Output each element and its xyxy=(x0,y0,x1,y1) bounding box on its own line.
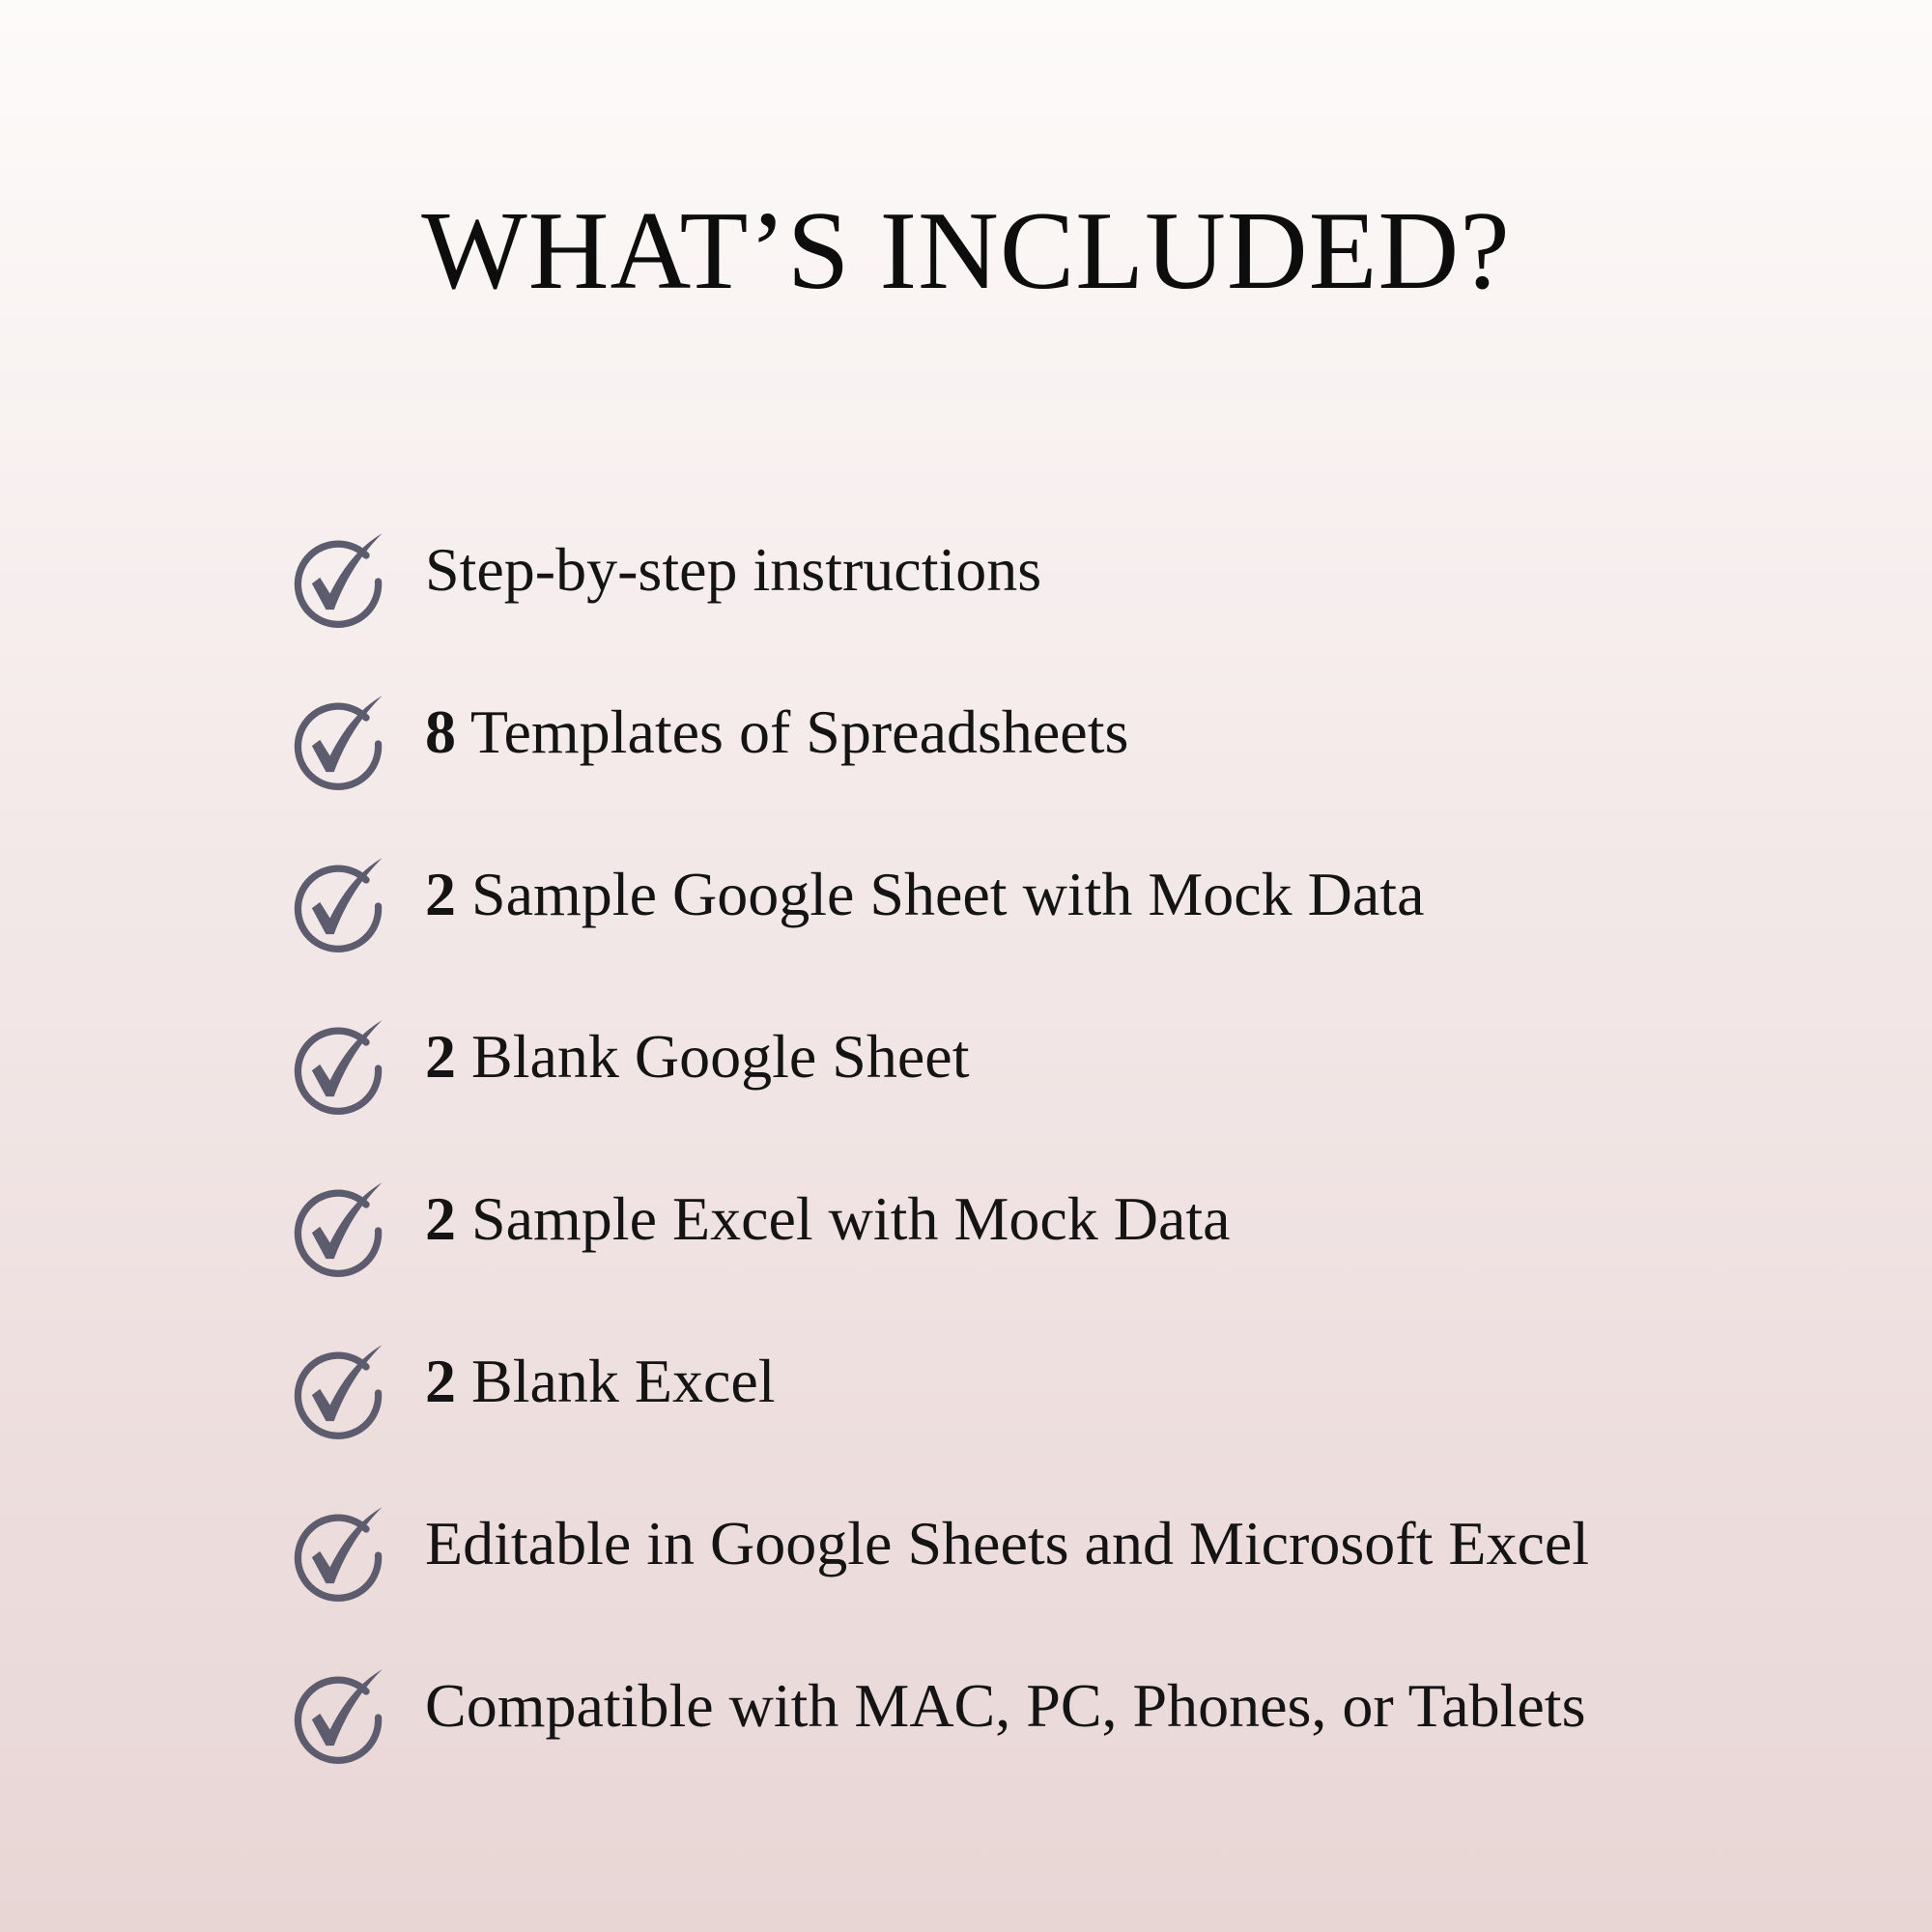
list-item-label xyxy=(425,846,1424,943)
check-circle-icon xyxy=(290,531,390,632)
list-item-number: 2 xyxy=(425,1347,456,1415)
list-item xyxy=(290,1333,1835,1495)
list-item xyxy=(290,1009,1835,1171)
list-item xyxy=(290,1658,1835,1820)
check-circle-icon xyxy=(290,856,390,956)
list-item-text: Step-by-step instructions xyxy=(425,535,1042,604)
list-item-number: 2 xyxy=(425,1022,456,1091)
check-circle-icon-graphic xyxy=(290,1343,390,1443)
list-item xyxy=(290,1171,1835,1333)
check-circle-icon xyxy=(290,1667,390,1768)
page-title: WHAT’S INCLUDED? xyxy=(421,189,1511,313)
list-item xyxy=(290,684,1835,846)
list-item-text: Blank Excel xyxy=(456,1347,776,1415)
list-item-number: 2 xyxy=(425,860,456,928)
check-circle-icon-graphic xyxy=(290,856,390,956)
check-circle-icon-graphic xyxy=(290,1667,390,1768)
list-item-text: Sample Excel with Mock Data xyxy=(456,1184,1231,1253)
list-item-label xyxy=(425,1009,969,1105)
list-item-label xyxy=(425,684,1128,781)
list-item-label xyxy=(425,1171,1231,1267)
list-item xyxy=(290,1495,1835,1658)
list-item-label xyxy=(425,522,1041,618)
check-circle-icon xyxy=(290,694,390,794)
list-item-number: 8 xyxy=(425,697,456,766)
list-item-number: 2 xyxy=(425,1184,456,1253)
check-circle-icon xyxy=(290,1343,390,1443)
list-item-text: Blank Google Sheet xyxy=(456,1022,970,1091)
check-circle-icon-graphic xyxy=(290,1018,390,1119)
list-item-label xyxy=(425,1658,1585,1754)
list-item-label xyxy=(425,1333,776,1430)
check-circle-icon xyxy=(290,1018,390,1119)
list-item-text: Templates of Spreadsheets xyxy=(456,697,1129,766)
list-item xyxy=(290,846,1835,1009)
check-circle-icon-graphic xyxy=(290,1180,390,1281)
list-item-text: Editable in Google Sheets and Microsoft Excel xyxy=(425,1509,1590,1577)
check-circle-icon-graphic xyxy=(290,694,390,794)
list-item-text: Sample Google Sheet with Mock Data xyxy=(456,860,1425,928)
list-item xyxy=(290,522,1835,684)
check-circle-icon-graphic xyxy=(290,531,390,632)
list-item-text: Compatible with MAC, PC, Phones, or Tablets xyxy=(425,1671,1586,1740)
list-item-label xyxy=(425,1495,1589,1592)
check-circle-icon xyxy=(290,1180,390,1281)
included-list xyxy=(290,522,1835,1820)
check-circle-icon xyxy=(290,1505,390,1605)
check-circle-icon-graphic xyxy=(290,1505,390,1605)
